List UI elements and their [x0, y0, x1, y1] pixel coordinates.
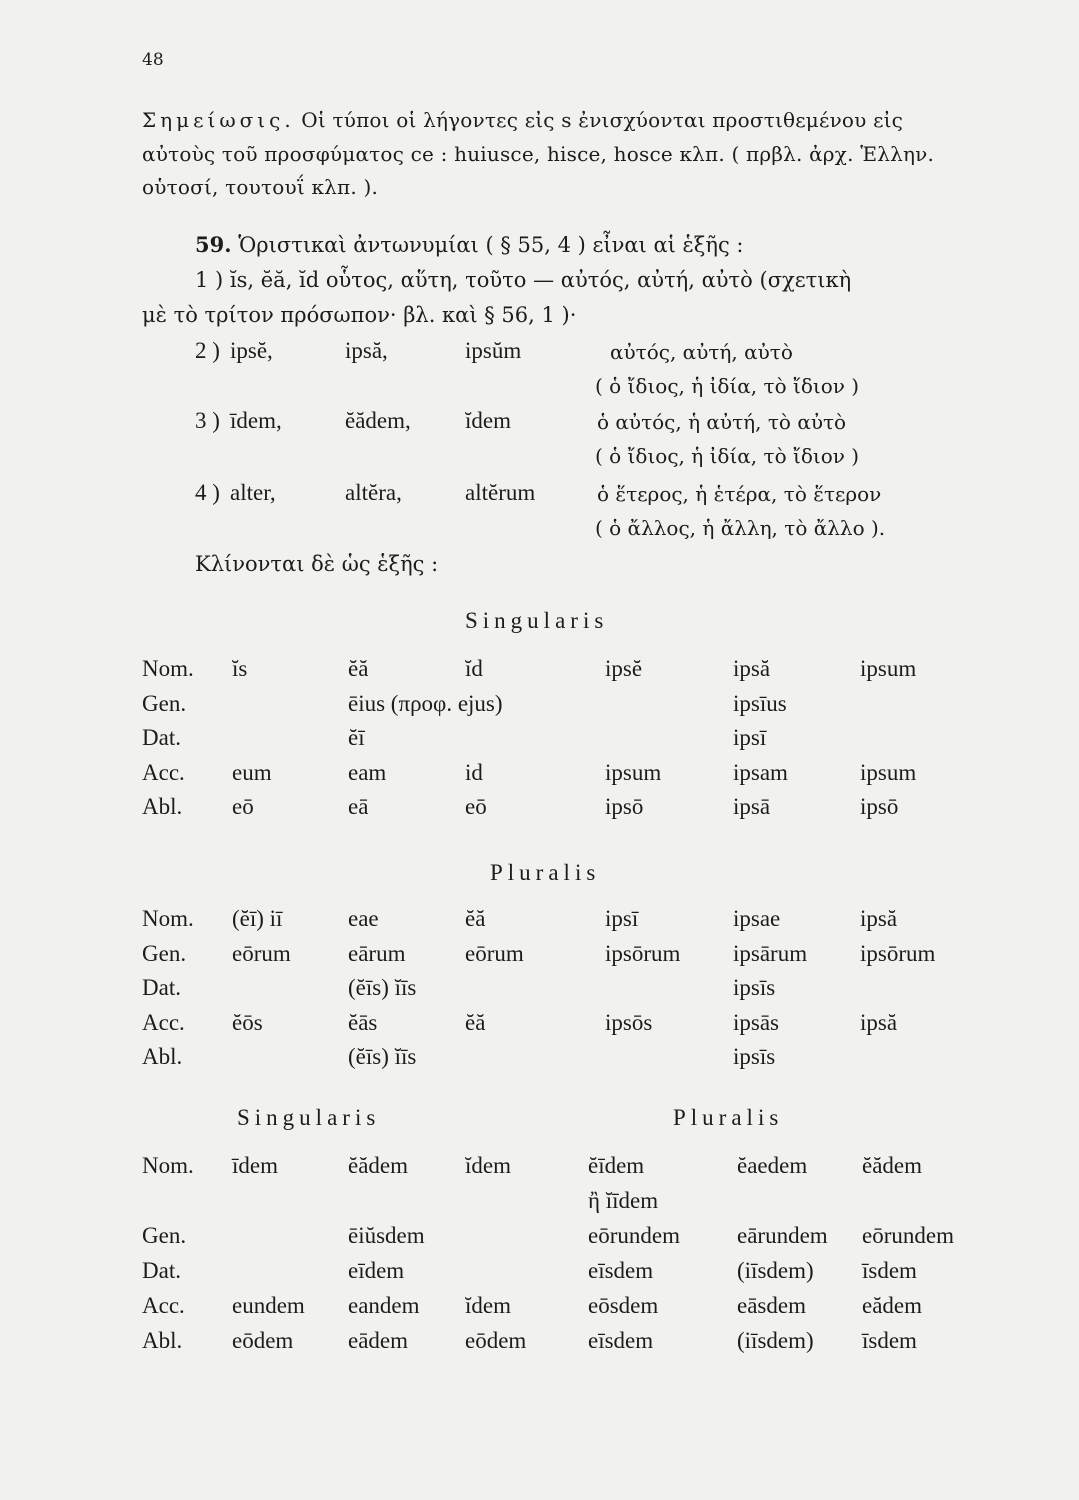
item-fem: altĕra, [345, 480, 402, 505]
form-cell: (iīsdem) [737, 1258, 814, 1283]
table1-heading: Singularis [465, 608, 609, 633]
form-cell: ipsă [733, 656, 771, 681]
form-cell: eīdem [348, 1258, 405, 1283]
item-greek-alt: ( ὁ ἴδιος, ἡ ἰδία, τὸ ἴδιον ) [595, 444, 860, 468]
case-label: Gen. [142, 690, 187, 716]
form-cell: ēiŭsdem [348, 1223, 425, 1248]
table3-heading-singular: Singularis [237, 1105, 381, 1130]
form-cell: īsdem [862, 1328, 917, 1353]
item-masc: alter, [230, 480, 276, 505]
form-cell: eā [348, 794, 369, 819]
form-cell: ĕīdem [588, 1153, 645, 1178]
form-cell: ipsă [860, 906, 898, 931]
form-cell: id [465, 759, 483, 785]
case-label: Dat. [142, 1258, 181, 1283]
form-cell: eīsdem [588, 1328, 654, 1353]
item1-line-b: μὲ τὸ τρίτον πρόσωπον· βλ. καὶ § 56, 1 )· [142, 303, 577, 327]
form-cell: ĕă [465, 1009, 486, 1035]
form-cell: ipsam [733, 759, 788, 785]
form-cell: eārum [348, 940, 406, 966]
form-cell: eundem [232, 1293, 305, 1318]
form-cell: eōrum [465, 940, 524, 966]
note-line-2: αὐτοὺς τοῦ προσφύματος ce : huiusce, hisce, hosce κλπ. ( πρβλ. ἀρχ. Ἑλλην. [142, 142, 935, 166]
form-cell: īdem [232, 1153, 278, 1178]
item-greek: αὐτός, αὐτή, αὐτὸ [610, 340, 793, 364]
item-number: 4 ) [195, 480, 220, 505]
form-cell: eum [232, 759, 272, 785]
form-cell: ipsī [733, 725, 767, 750]
form-cell: ipsō [860, 794, 899, 819]
item-number: 2 ) [195, 338, 220, 363]
form-cell: (ĕīs) ĭīs [348, 975, 417, 1000]
item-neut: ipsŭm [465, 338, 522, 363]
case-label: Acc. [142, 759, 185, 785]
case-label: Nom. [142, 656, 194, 681]
item-fem: ipsă, [345, 338, 388, 363]
form-cell: ἢ ĭīdem [588, 1188, 659, 1213]
form-cell: eō [465, 794, 487, 819]
form-cell: ĕās [348, 1009, 378, 1035]
item-neut: ĭdem [465, 408, 511, 433]
form-cell: eōrum [232, 940, 291, 966]
form-cell: ipsō [605, 794, 644, 819]
form-cell: ĭdem [465, 1153, 511, 1178]
note-text-1: Οἱ τύποι οἱ λήγοντες εἰς s ἐνισχύονται προστιθεμένου εἰς [301, 108, 904, 132]
item-greek: ὁ αὐτός, ἡ αὐτή, τὸ αὐτὸ [597, 410, 847, 434]
form-cell: ipsīs [733, 975, 776, 1000]
item-number: 3 ) [195, 408, 220, 433]
form-cell: ipsum [860, 759, 917, 785]
form-cell: ipsōrum [605, 940, 681, 966]
section-title: Ὁριστικαὶ ἀντωνυμίαι ( § 55, 4 ) εἶναι αἱ ἑξῆς : [238, 233, 744, 257]
form-cell: eōdem [232, 1328, 294, 1353]
form-cell: eāsdem [737, 1293, 806, 1318]
case-label: Nom. [142, 906, 194, 931]
form-cell: ĕădem [348, 1153, 409, 1178]
form-cell: ĭs [232, 656, 248, 681]
form-cell: ipsārum [733, 940, 808, 966]
form-cell: ĕă [348, 656, 369, 681]
item-greek-alt: ( ὁ ἴδιος, ἡ ἰδία, τὸ ἴδιον ) [595, 374, 860, 398]
note-line-1 [142, 108, 903, 132]
form-cell: ĕădem [862, 1153, 923, 1178]
case-label: Nom. [142, 1153, 194, 1178]
item-neut: altĕrum [465, 480, 536, 505]
form-cell: eōrundem [588, 1223, 680, 1248]
form-cell: eam [348, 759, 387, 785]
item-masc: ipsĕ, [230, 338, 273, 363]
item-fem: ĕădem, [345, 408, 411, 433]
form-cell: ipsōrum [860, 940, 936, 966]
case-label: Abl. [142, 1328, 183, 1353]
form-cell: ipsās [733, 1009, 779, 1035]
form-cell: ĕī [348, 725, 365, 750]
section-heading [195, 232, 743, 257]
case-label: Gen. [142, 1223, 187, 1248]
form-cell: ipsum [860, 656, 917, 681]
form-cell: ipsīus [733, 690, 787, 716]
page-number: 48 [142, 50, 164, 70]
form-cell: (ĕī) iī [232, 906, 283, 931]
case-label: Dat. [142, 725, 181, 750]
form-cell: eādem [348, 1328, 409, 1353]
case-label: Acc. [142, 1293, 185, 1318]
item-greek: ὁ ἕτερος, ἡ ἑτέρα, τὸ ἕτερον [597, 482, 882, 506]
form-cell: ipsum [605, 759, 662, 785]
form-cell: ipsĕ [605, 656, 643, 681]
case-label: Abl. [142, 1044, 183, 1069]
declension-intro: Κλίνονται δὲ ὡς ἑξῆς : [195, 552, 439, 576]
case-label: Abl. [142, 794, 183, 819]
form-cell: eōdem [465, 1328, 527, 1353]
case-label: Acc. [142, 1009, 185, 1035]
case-label: Dat. [142, 975, 181, 1000]
form-cell: ipsă [860, 1009, 898, 1035]
form-cell: ĕōs [232, 1009, 263, 1035]
form-cell: ipsae [733, 906, 781, 931]
note-line-3: οὑτοσί, τουτουΐ κλπ. ). [142, 175, 379, 199]
case-label: Gen. [142, 940, 187, 966]
form-cell: eārundem [737, 1223, 828, 1248]
item-masc: īdem, [230, 408, 282, 433]
form-cell: ĭdem [465, 1293, 511, 1318]
form-cell: eădem [862, 1293, 923, 1318]
note-label: Σημείωσις. [142, 108, 295, 132]
form-cell: ĕaedem [737, 1153, 808, 1178]
table3-heading-plural: Pluralis [673, 1105, 784, 1130]
form-cell: (iīsdem) [737, 1328, 814, 1353]
form-cell: eōsdem [588, 1293, 659, 1318]
table2-heading: Pluralis [490, 860, 601, 885]
form-cell: ipsōs [605, 1009, 653, 1035]
form-cell: ipsā [733, 794, 771, 819]
form-cell: eōrundem [862, 1223, 954, 1248]
form-cell: (ĕīs) ĭīs [348, 1044, 417, 1069]
form-cell: eae [348, 906, 379, 931]
form-cell: ĕă [465, 906, 486, 931]
form-cell: ĭd [465, 656, 483, 681]
form-cell: eandem [348, 1293, 420, 1318]
form-cell: ipsī [605, 906, 639, 931]
form-cell: ipsīs [733, 1044, 776, 1069]
section-number: 59. [195, 232, 232, 257]
form-cell: eō [232, 794, 254, 819]
item1-line-a: 1 ) ĭs, ĕă, ĭd οὗτος, αὕτη, τοῦτο — αὐτός, αὐτή, αὐτὸ (σχετικὴ [195, 268, 852, 292]
form-cell: īsdem [862, 1258, 917, 1283]
form-cell: eīsdem [588, 1258, 654, 1283]
item-greek-alt: ( ὁ ἄλλος, ἡ ἄλλη, τὸ ἄλλο ). [595, 516, 886, 540]
form-cell: ēius (προφ. ejus) [348, 690, 503, 716]
